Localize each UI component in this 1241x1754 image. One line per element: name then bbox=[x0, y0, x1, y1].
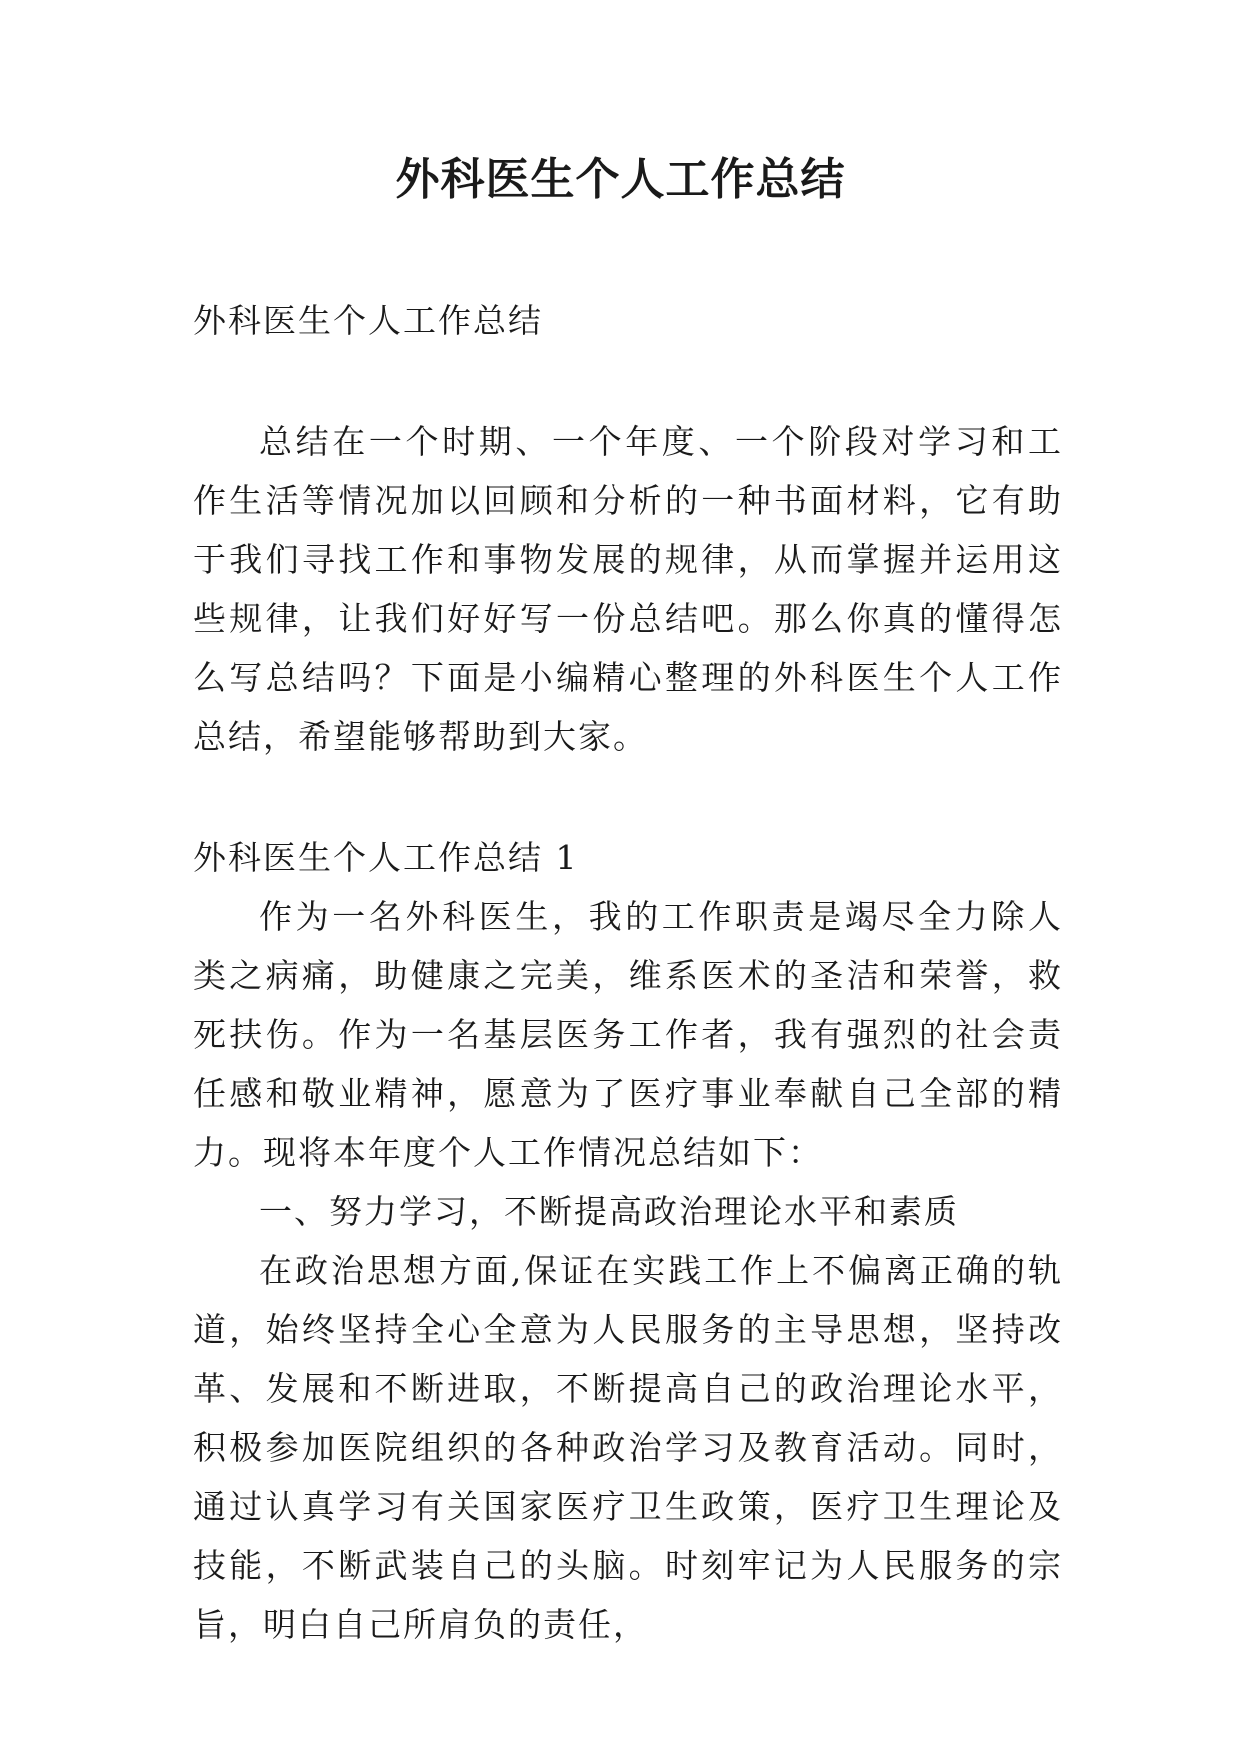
subheading: 一、努力学习，不断提高政治理论水平和素质 bbox=[259, 1192, 959, 1231]
body-paragraph: 在政治思想方面,保证在实践工作上不偏离正确的轨道，始终坚持全心全意为人民服务的主导思想，坚持改革、发展和不断进取，不断提高自己的政治理论水平，积极参加医院组织的各种政治学习及教育活动。同时，通过认真学习有关国家医疗卫生政策，医疗卫生理论及技能，不断武装自己的头脑。时刻牢记为人民服务的宗旨，明白自己所肩负的责任， bbox=[193, 1251, 1063, 1644]
paragraph-spacer bbox=[193, 766, 1063, 828]
document-subtitle: 外科医生个人工作总结 bbox=[193, 301, 543, 340]
section-heading: 外科医生个人工作总结 1 bbox=[193, 838, 579, 877]
document-body bbox=[193, 291, 1063, 1654]
intro-paragraph: 总结在一个时期、一个年度、一个阶段对学习和工作生活等情况加以回顾和分析的一种书面材料，它有助于我们寻找工作和事物发展的规律，从而掌握并运用这些规律，让我们好好写一份总结吧。那么你真的懂得怎么写总结吗？下面是小编精心整理的外科医生个人工作总结，希望能够帮助到大家。 bbox=[193, 422, 1063, 756]
body-paragraph: 作为一名外科医生，我的工作职责是竭尽全力除人类之病痛，助健康之完美，维系医术的圣洁和荣誉，救死扶伤。作为一名基层医务工作者，我有强烈的社会责任感和敬业精神，愿意为了医疗事业奉献自己全部的精力。现将本年度个人工作情况总结如下： bbox=[193, 897, 1063, 1172]
paragraph-spacer bbox=[193, 350, 1063, 412]
page-title: 外科医生个人工作总结 bbox=[395, 154, 846, 205]
